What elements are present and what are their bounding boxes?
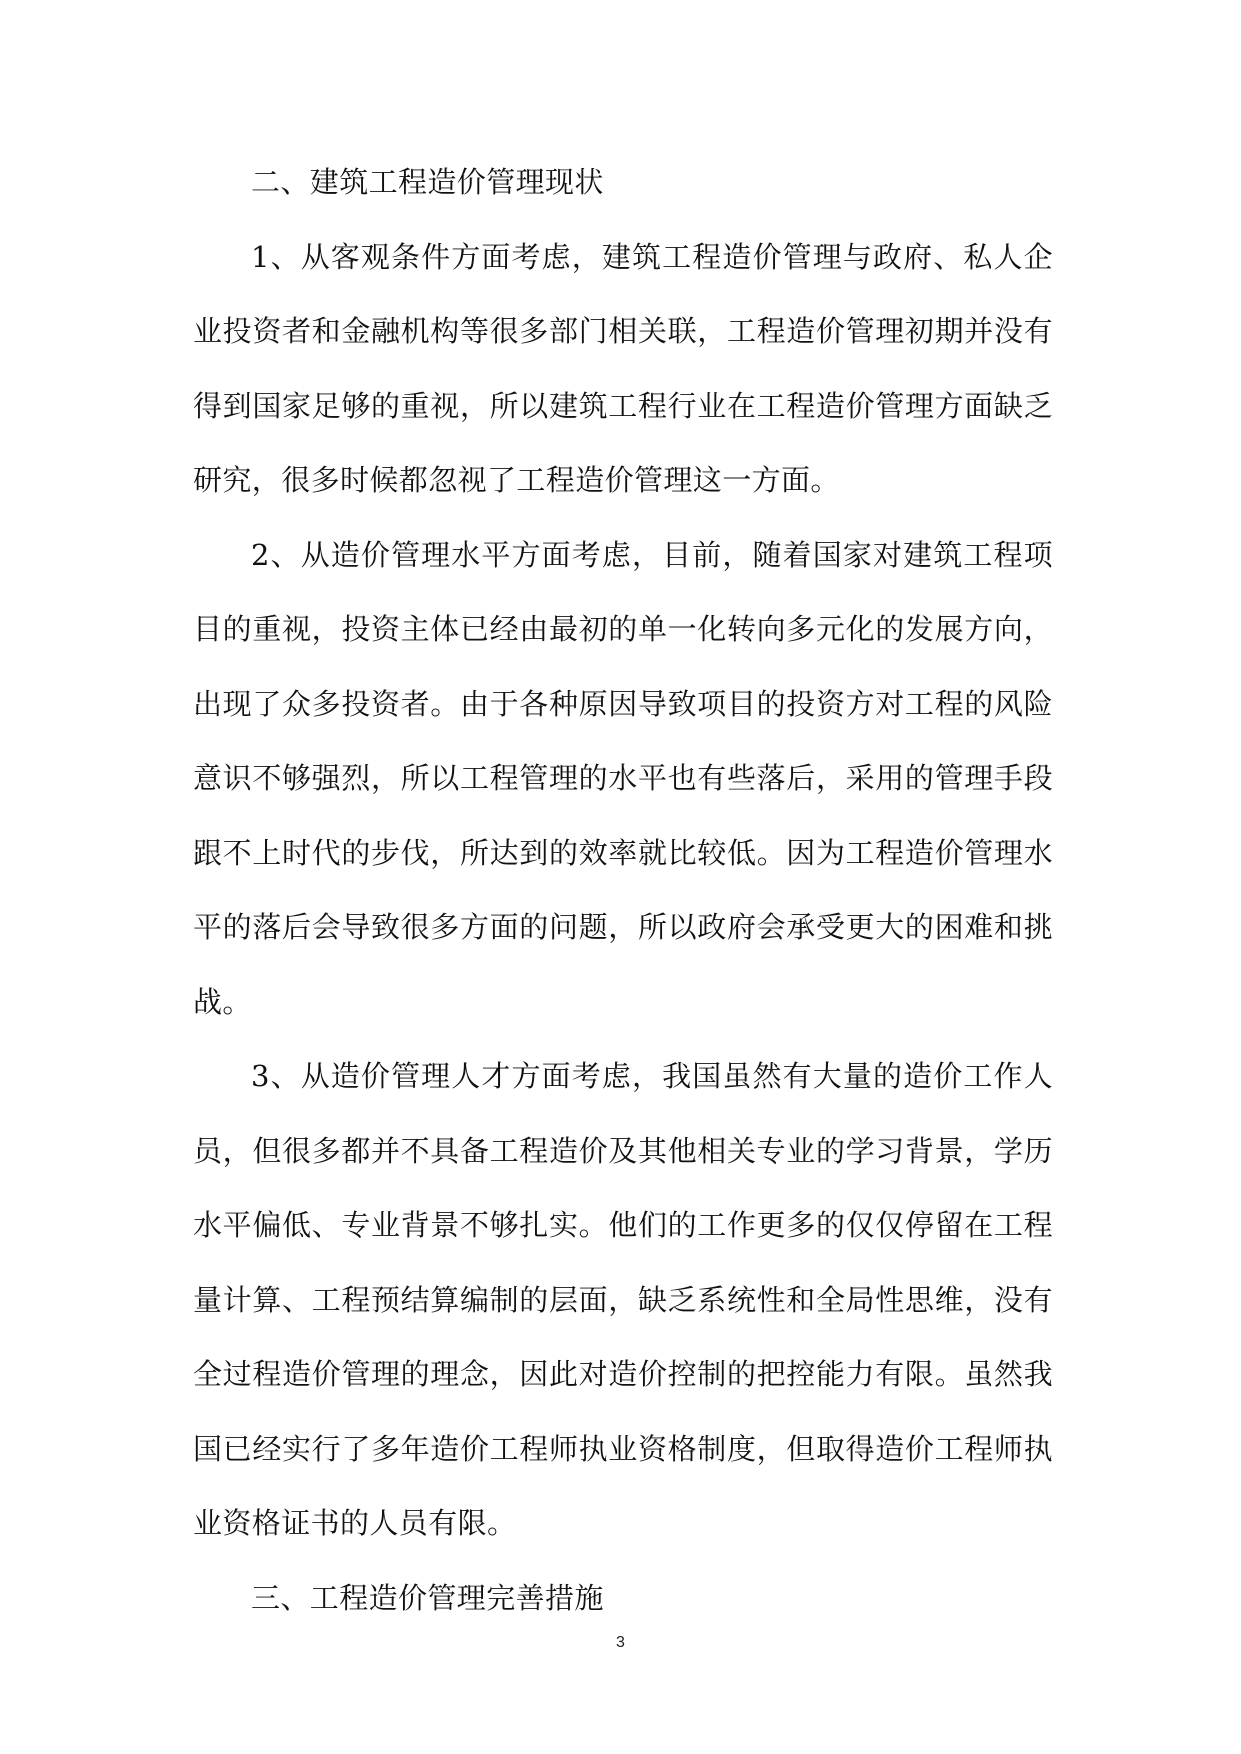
- section-heading-status: 二、建筑工程造价管理现状: [251, 165, 604, 199]
- paragraph-management-level: 2、从造价管理水平方面考虑，目前，随着国家对建筑工程项目的重视，投资主体已经由最初的单一化转向多元化的发展方向，出现了众多投资者。由于各种原因导致项目的投资方对工程的风险意识不够强烈，所以工程管理的水平也有些落后，采用的管理手段跟不上时代的步伐，所达到的效率就比较低。因为工程造价管理水平的落后会导致很多方面的问题，所以政府会承受更大的困难和挑战。: [193, 537, 1053, 1019]
- section-heading-measures: 三、工程造价管理完善措施: [251, 1580, 604, 1615]
- page-number: 3: [616, 1634, 625, 1651]
- paragraph-management-talent: 3、从造价管理人才方面考虑，我国虽然有大量的造价工作人员，但很多都并不具备工程造价及其他相关专业的学习背景，学历水平偏低、专业背景不够扎实。他们的工作更多的仅仅停留在工程量计算、工程预结算编制的层面，缺乏系统性和全局性思维，没有全过程造价管理的理念，因此对造价控制的把控能力有限。虽然我国已经实行了多年造价工程师执业资格制度，但取得造价工程师执业资格证书的人员有限。: [193, 1059, 1053, 1540]
- paragraph-objective-conditions: 1、从客观条件方面考虑，建筑工程造价管理与政府、私人企业投资者和金融机构等很多部门相关联，工程造价管理初期并没有得到国家足够的重视，所以建筑工程行业在工程造价管理方面缺乏研究，很多时候都忽视了工程造价管理这一方面。: [193, 239, 1053, 497]
- document-body: [193, 145, 1053, 1635]
